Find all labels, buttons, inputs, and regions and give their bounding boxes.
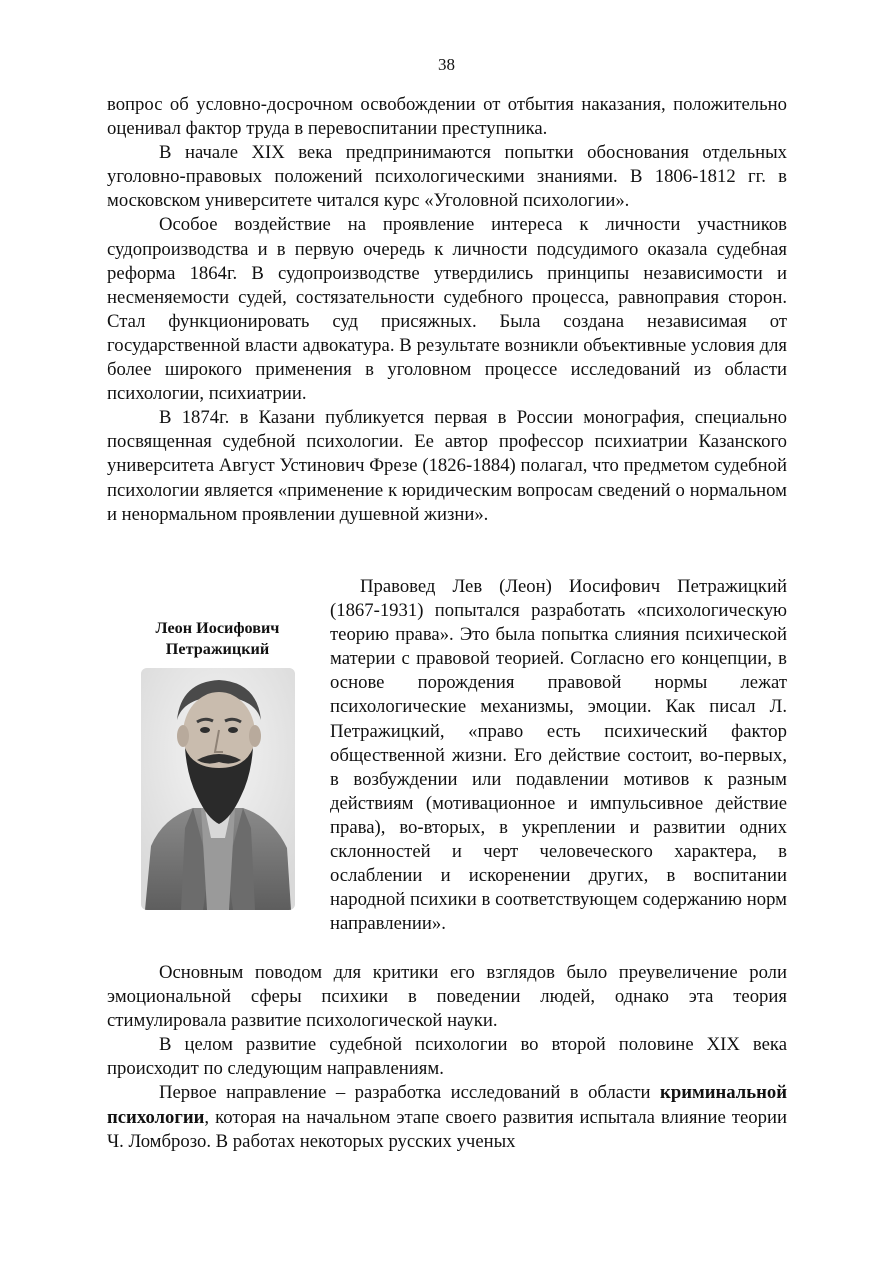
paragraph-first-direction — [107, 1081, 787, 1153]
paragraph-judicial-reform: Особое воздействие на проявление интереса к личности участников судопроизводства и в первую очередь к личности подсудимого оказала судебная реформа 1864г. В судопроизводстве утвердились принципы независимости и несменяемости судей, состязательности судебного процесса, равноправия сторон. Стал функционировать суд присяжных. Была создана независимая от государственной власти адвокатура. В результате возникли объективные условия для более широкого применения в уголовном процессе исследований из области психологии, психиатрии. — [107, 214, 787, 405]
first-direction-text-before: Первое направление – разработка исследований в области — [159, 1082, 661, 1104]
paragraph-xix-century: В начале XIX века предпринимаются попытки обоснования отдельных уголовно-правовых положений психологическими знаниями. В 1806-1812 гг. в московском университете читался курс «Уголовной психологии». — [107, 142, 787, 212]
paragraph-freze-monograph: В 1874г. в Казани публикуется первая в России монография, специально посвященная судебной психологии. Ее автор профессор психиатрии Казанского университета Август Устинович Фрезе (1826-1884) полагал, что предметом судебной психологии является «применение к юридическим вопросам сведений о нормальном и ненормальном проявлении душевной жизни». — [107, 407, 787, 525]
bottom-text-block — [107, 961, 787, 1154]
page-number: 38 — [438, 55, 455, 74]
paragraph-criticism: Основным поводом для критики его взглядов было преувеличение роли эмоциональной сферы психики в поведении людей, однако эта теория стимулировала развитие психологической науки. — [107, 962, 787, 1032]
portrait-caption-first-name: Леон Иосифович — [155, 619, 280, 637]
paragraph-continuation: вопрос об условно-досрочном освобождении от отбытия наказания, положительно оценивал фактор труда в перевоспитании преступника. — [107, 94, 787, 140]
paragraph-directions: В целом развитие судебной психологии во второй половине XIX века происходит по следующим направлениям. — [107, 1034, 787, 1080]
paragraph-petrazhitsky: Правовед Лев (Леон) Иосифович Петражицкий (1867-1931) попытался разработать «психологическую теорию права». Это была попытка слияния психической материи с правовой теорией. Согласно его концепции, в основе порождения правовой нормы лежат психологические механизмы, эмоции. Как писал Л. Петражицкий, «право есть психический фактор общественной жизни. Его действие состоит, во-первых, в возбуждении или подавлении мотивов к разным действиям (мотивационное и импульсивное действие права), во-вторых, в укреплении и развитии одних склонностей и черт человеческого характера, в ослаблении и искоренении других, в воспитании народной психики в соответствующем содержанию норм направлении». — [330, 576, 787, 935]
first-direction-text-after: , которая на начальном этапе своего развития испытала влияние теории Ч. Ломброзо. В работах некоторых русских ученых — [107, 1106, 787, 1152]
top-text-block — [107, 93, 787, 527]
portrait-caption — [135, 618, 300, 660]
portrait-photo — [141, 668, 295, 910]
portrait-caption-surname: Петражицкий — [165, 640, 270, 658]
criminal-psychology-term: криминальной психологии — [107, 1082, 787, 1128]
